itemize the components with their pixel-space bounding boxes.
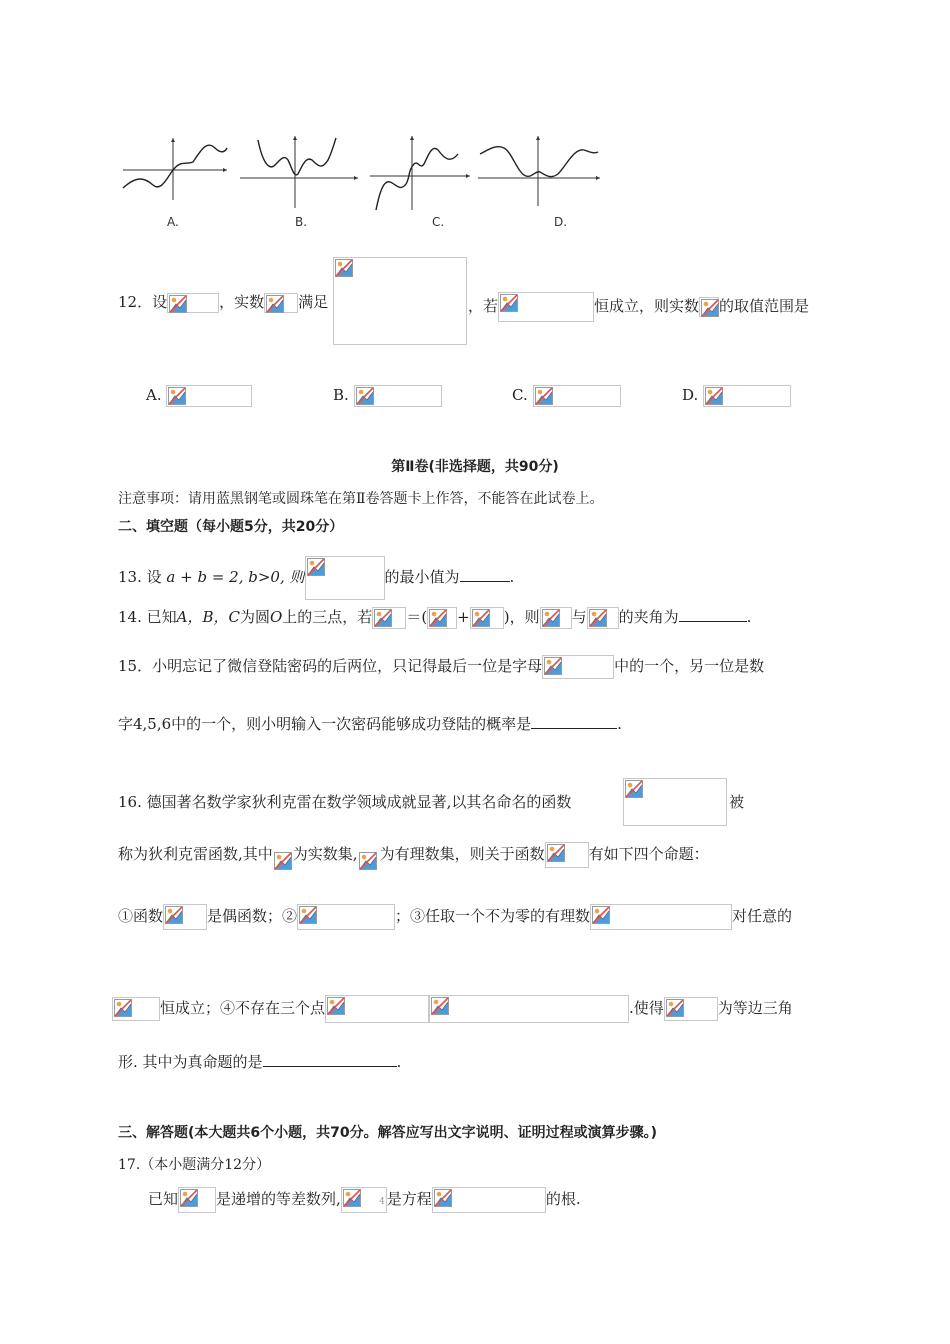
formula-image-large: [333, 257, 467, 345]
q13-end: .: [509, 568, 515, 586]
answer-blank[interactable]: [460, 567, 510, 582]
image-placeholder-icon: [472, 609, 490, 627]
formula-image: [178, 1187, 216, 1213]
formula-image: [372, 607, 406, 629]
question-12-cont: [468, 292, 809, 322]
question-16-line-1: [118, 792, 571, 812]
q16-text-5: 有如下四个命题：: [588, 845, 709, 863]
formula-image: [341, 1187, 387, 1213]
image-placeholder-icon: [589, 609, 607, 627]
q12-number: 12．设: [118, 293, 168, 311]
formula-image: [545, 842, 589, 868]
q12-text-5: 的取值范围是: [719, 297, 810, 315]
q12-text-1: ，实数: [219, 293, 265, 311]
answer-blank[interactable]: [263, 1052, 397, 1067]
image-placeholder-icon: [165, 906, 183, 924]
q15-text-1: 15．小明忘记了微信登陆密码的后两位，只记得最后一位是字母: [118, 657, 543, 675]
q15-text-2: 中的一个，另一位是数: [614, 657, 765, 675]
question-15-line-1: [118, 655, 764, 679]
q14-text-2: 上的三点，若: [282, 608, 373, 626]
image-placeholder-icon: [343, 1189, 361, 1207]
question-16-line-4: [112, 995, 793, 1023]
graph-a-label: A.: [167, 215, 179, 229]
q16-text-4: 为有理数集，则关于函数: [379, 845, 545, 863]
formula-image: [305, 556, 385, 600]
question-17: [148, 1187, 581, 1213]
formula-image: [699, 297, 719, 317]
q13-suffix: 的最小值为: [384, 568, 460, 586]
formula-image: [297, 904, 395, 930]
q12-option-d: [682, 384, 791, 407]
q14-prefix: 14. 已知: [118, 608, 177, 626]
image-placeholder-icon: [705, 387, 723, 405]
question-15-line-2: [118, 714, 622, 734]
image-placeholder-icon: [542, 609, 560, 627]
graph-d: [478, 136, 600, 229]
q12-option-c: [512, 384, 621, 407]
image-placeholder-icon: [266, 295, 284, 313]
formula-image: [703, 385, 791, 407]
option-label: A.: [146, 386, 162, 404]
formula-image: [664, 997, 718, 1021]
image-placeholder-icon: [374, 609, 392, 627]
formula-image: [587, 607, 619, 629]
q12-option-a: [146, 384, 252, 407]
q16-text-7: 是偶函数；②: [207, 907, 298, 925]
graph-a: [123, 138, 227, 229]
image-placeholder-icon: [168, 387, 186, 405]
formula-image: [163, 904, 207, 930]
section-2-notice: 注意事项：请用蓝黑钢笔或圆珠笔在第Ⅱ卷答题卡上作答，不能答在此试卷上。: [118, 491, 604, 507]
image-placeholder-icon: [500, 294, 518, 312]
question-14: [118, 607, 751, 629]
q14-text-1: 为圆: [239, 608, 270, 626]
image-placeholder-icon: [429, 609, 447, 627]
image-placeholder-icon: [299, 906, 317, 924]
formula-image: [427, 607, 457, 629]
formula-image: [166, 385, 252, 407]
image-placeholder-icon: [701, 299, 719, 317]
q16-text-1: 16. 德国著名数学家狄利克雷在数学领域成就显著,以其名命名的函数: [118, 793, 572, 811]
image-placeholder-icon: [592, 906, 610, 924]
q15-end: .: [617, 715, 622, 733]
option-graphs: [115, 130, 615, 240]
formula-image: [325, 995, 429, 1023]
q14-equals: ＝(: [406, 608, 428, 626]
formula-image: [112, 997, 160, 1021]
q16-text-12: 为等边三角: [717, 999, 793, 1017]
q12-option-b: [333, 384, 442, 407]
formula-image: [432, 1187, 546, 1213]
q16-text-10: 恒成立；④不存在三个点: [160, 999, 326, 1017]
image-placeholder-icon: [114, 999, 132, 1017]
q15-text-3: 字4,5,6中的一个，则小明输入一次密码能够成功登陆的概率是: [118, 715, 532, 733]
q17-label: 17.（本小题满分12分）: [118, 1157, 271, 1173]
fill-heading: 二、填空题（每小题5分，共20分）: [118, 519, 344, 535]
image-placeholder-icon: [535, 387, 553, 405]
q14-text-3: )，则: [503, 608, 540, 626]
q12-text-3: ，若: [468, 297, 499, 315]
q13-prefix: 13. 设: [118, 568, 162, 586]
image-placeholder-icon: [547, 844, 565, 862]
option-label: D.: [682, 386, 699, 404]
image-placeholder-icon: [327, 997, 345, 1015]
q14-points: A，B，C: [176, 608, 240, 626]
formula-image: [429, 995, 629, 1023]
formula-image: [533, 385, 621, 407]
image-placeholder-icon: [307, 558, 325, 576]
image-placeholder-icon: [666, 999, 684, 1017]
formula-image: [264, 293, 298, 313]
q12-text-4: 恒成立，则实数: [594, 297, 700, 315]
formula-image: [470, 607, 504, 629]
q16-text-9: 对任意的: [732, 907, 793, 925]
option-label: C.: [512, 386, 528, 404]
image-placeholder-icon: [180, 1189, 198, 1207]
question-16-line-2: [118, 842, 709, 868]
formula-image-large: [623, 778, 727, 826]
image-placeholder-icon: [431, 997, 449, 1015]
answer-blank[interactable]: [679, 607, 747, 622]
q16-text-3: 为实数集,: [292, 845, 358, 863]
q17-text-1: 已知: [148, 1190, 179, 1208]
q12-text-2: 满足: [298, 293, 329, 311]
q17-text-4: 的根.: [545, 1190, 581, 1208]
option-label: B.: [333, 386, 349, 404]
q16-text-2: 称为狄利克雷函数,其中: [118, 845, 273, 863]
formula-image: [498, 292, 594, 322]
graph-c-label: C.: [432, 215, 445, 229]
q13-expression: a + b = 2, b>0, 则: [166, 568, 305, 586]
q16-end: .: [396, 1053, 402, 1071]
question-12: [118, 292, 328, 313]
graph-b-label: B.: [295, 215, 308, 229]
q16-text-6: ①函数: [118, 907, 164, 925]
graph-c: [370, 136, 470, 229]
question-16-line-3: [118, 904, 792, 930]
question-13: [118, 556, 514, 600]
q17-text-3: 是方程: [386, 1190, 432, 1208]
q17-subscript: 4: [379, 1197, 385, 1207]
q14-text-4: 与: [571, 608, 587, 626]
image-placeholder-icon: [335, 259, 353, 277]
question-16-line-1-end: 被: [729, 793, 745, 811]
section-2-title: 第Ⅱ卷(非选择题，共90分): [391, 459, 559, 475]
image-placeholder-icon: [625, 780, 643, 798]
graph-d-label: D.: [554, 215, 568, 229]
q16-text-13: 形. 其中为真命题的是: [118, 1053, 263, 1071]
formula-image: [358, 844, 380, 866]
formula-image: [590, 904, 732, 930]
formula-image: [273, 844, 293, 866]
graph-b: [240, 136, 358, 229]
q17-text-2: 是递增的等差数列,: [216, 1190, 341, 1208]
image-placeholder-icon: [274, 852, 292, 870]
q16-text-8: ；③任取一个不为零的有理数: [395, 907, 591, 925]
image-placeholder-icon: [434, 1189, 452, 1207]
formula-image: [167, 293, 219, 313]
q14-text-5: 的夹角为: [618, 608, 679, 626]
q14-end: .: [746, 608, 752, 626]
q16-text-11: .使得: [629, 999, 664, 1017]
question-16-line-5: [118, 1052, 401, 1072]
answer-blank[interactable]: [531, 714, 617, 729]
image-placeholder-icon: [169, 295, 187, 313]
section-3-heading: 三、解答题(本大题共6个小题，共70分。解答应写出文字说明、证明过程或演算步骤。): [118, 1125, 658, 1141]
image-placeholder-icon: [359, 852, 377, 870]
q14-circle-o: O: [269, 608, 283, 626]
formula-image: [542, 655, 614, 679]
formula-image: [354, 385, 442, 407]
q14-plus: +: [457, 608, 470, 626]
image-placeholder-icon: [544, 657, 562, 675]
formula-image: [540, 607, 572, 629]
image-placeholder-icon: [356, 387, 374, 405]
